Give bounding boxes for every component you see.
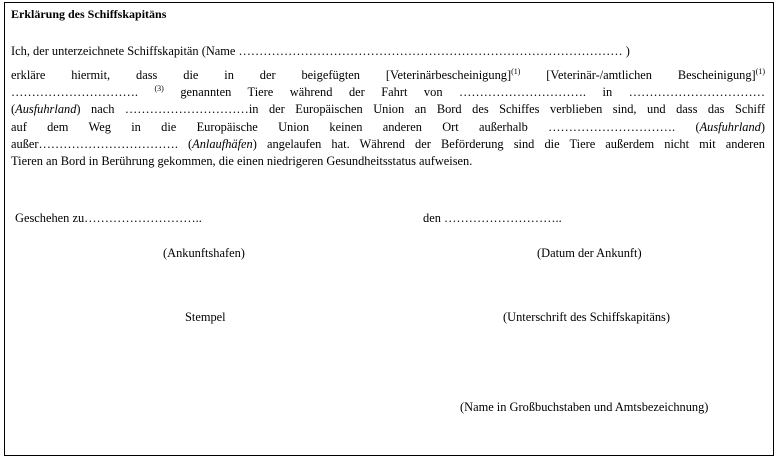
body-text: außer……………………………. ( [11,136,193,151]
port-label: (Ankunftshafen) [163,246,245,260]
footnote-marker: (1) [755,67,765,76]
body-line-5 [11,136,765,153]
body-emphasis: Anlaufhäfen [192,136,253,151]
veterinary-certificate-ref [386,67,521,84]
footnote-marker: (1) [511,67,521,76]
body-word: erkläre [11,68,46,82]
body-text: auf dem Weg in die Europäische Union keinen anderen Ort außerhalb …………………………. ( [11,119,700,134]
footnote-marker: (3) [154,84,164,94]
body-line-2 [11,84,765,101]
body-emphasis: Ausfuhrland [699,119,761,134]
body-text: Tieren an Bord in Berührung gekommen, die einen niedrigeren Gesundheitsstatus aufweisen. [11,153,473,168]
body-line-6 [11,153,765,170]
body-text: ) angelaufen hat. Während der Beförderung sind die Tiere außerdem nicht mit anderen [252,136,765,151]
body-word: [Veterinär-/amtlichen [546,68,653,82]
name-title-label: (Name in Großbuchstaben und Amtsbezeichnung) [460,400,709,414]
body-emphasis: Ausfuhrland [15,102,77,117]
body-word: der [259,68,276,82]
body-line-4 [11,119,765,136]
place-line: Geschehen zu……………………….. [15,211,202,225]
body-word: in [224,68,234,82]
body-line-1 [11,67,765,84]
body-text: ) [760,119,765,134]
body-text: ) nach …………………………in der Europäischen Union an Bord des Schiffes verblieben sind, und dass das Schiff [76,102,765,117]
official-certificate-ref [678,67,765,84]
body-word: [Veterinärbescheinigung] [385,68,512,82]
captain-name-line: Ich, der unterzeichnete Schiffskapitän (Name ………………………………………………………………………………… ) [11,44,630,58]
signature-label: (Unterschrift des Schiffskapitäns) [503,310,671,324]
body-word: die [183,68,199,82]
date-line: den ……………………….. [423,211,562,225]
body-word: hiermit, [71,68,111,82]
body-text: …………………………. [11,85,155,100]
date-label: (Datum der Ankunft) [537,246,642,260]
body-line-3: (Ausfuhrland) nach …………………………in der Europäischen Union an Bord des Schiffes verblieben sind, und dass das Schiff [11,102,765,117]
stamp-label: Stempel [185,310,226,324]
body-word: beigefügten [301,68,360,82]
body-word: dass [136,68,158,82]
declaration-body [11,67,765,170]
body-text: genannten Tiere während der Fahrt von …………………………. in …………………………… [163,85,765,100]
body-word: Bescheinigung] [677,68,756,82]
document-title: Erklärung des Schiffskapitäns [11,7,167,21]
